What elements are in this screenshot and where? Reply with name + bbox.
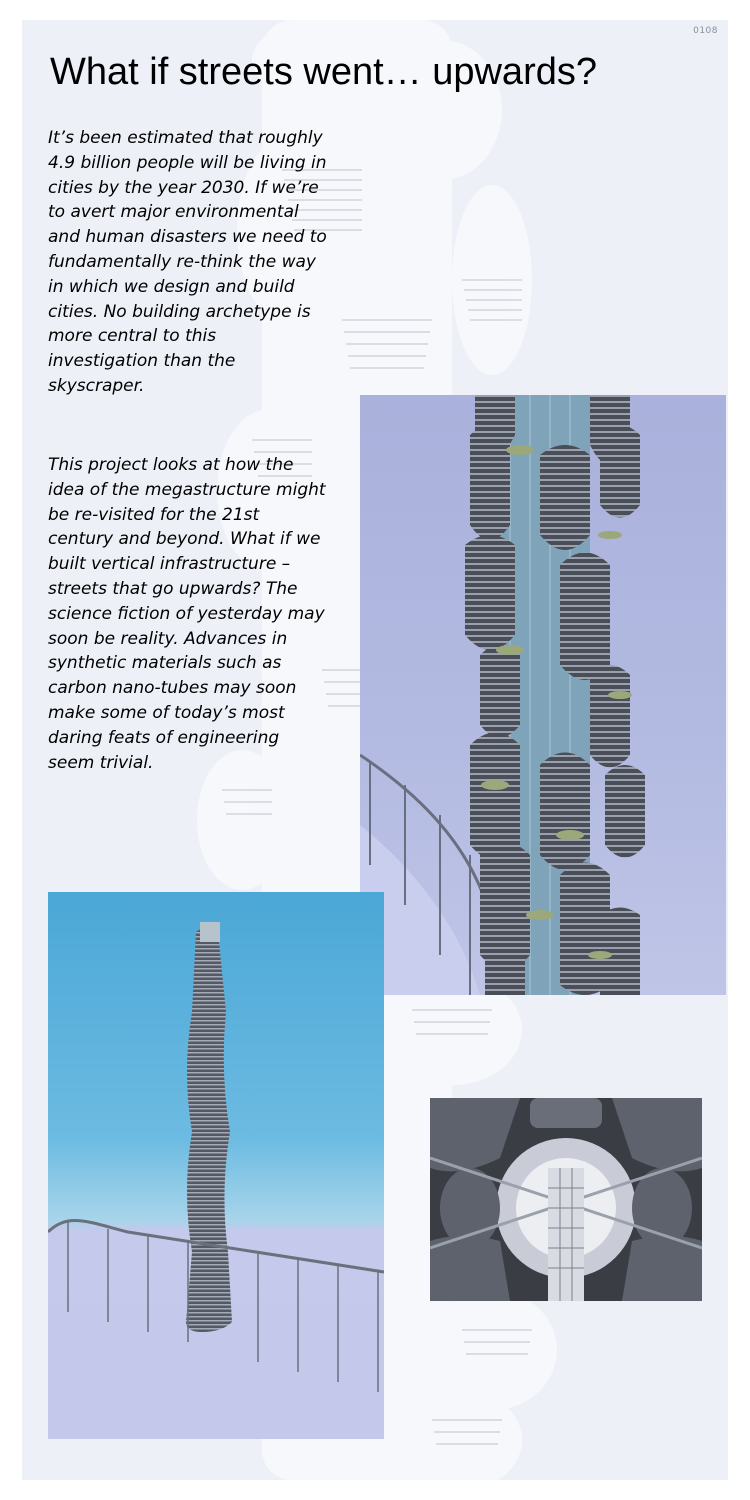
tower-interior-image: [430, 1098, 702, 1301]
page-title: What if streets went… upwards?: [50, 51, 597, 93]
intro-paragraph: It’s been estimated that roughly 4.9 billion people will be living in cities by the year 2030. If we’re to avert major environmental and human disasters we need to fundamentally re-think the way in which we design and build cities. No building archetype is more central to this investigation than the skyscraper.: [48, 128, 327, 396]
tower-full-image: [48, 892, 384, 1439]
project-paragraph: This project looks at how the idea of the megastructure might be re-visited for the 21st century and beyond. What if we built vertical infrastructure – streets that go upwards? The science fiction of yesterday may soon be reality. Advances in synthetic materials such as carbon nano-tubes may soon make some of today’s most daring feats of engineering seem trivial.: [48, 455, 326, 773]
tower-closeup-image: [360, 395, 726, 995]
page-number: 0108: [693, 26, 718, 36]
page-sheet: [22, 20, 728, 1480]
